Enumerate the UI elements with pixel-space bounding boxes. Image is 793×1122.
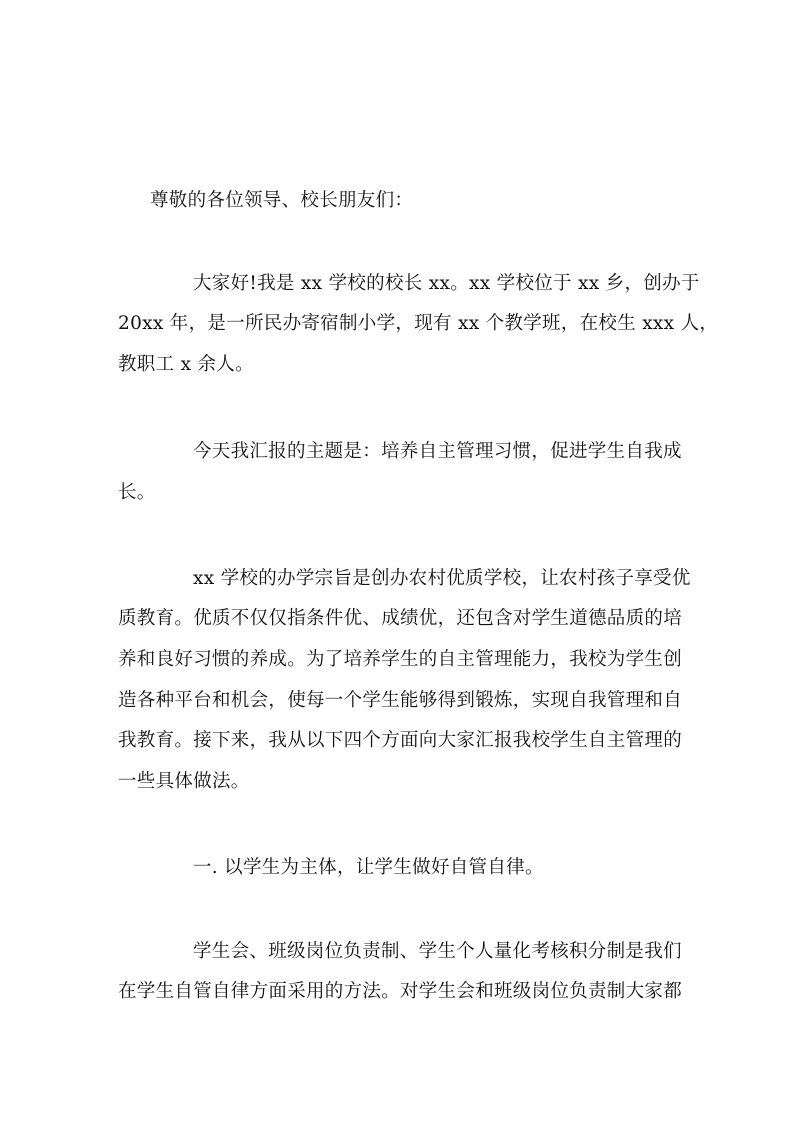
theme-line-2: 长。 (118, 482, 156, 503)
section-heading-1: 一. 以学生为主体，让学生做好自管自律。 (193, 857, 544, 878)
theme-line-1: 今天我汇报的主题是：培养自主管理习惯，促进学生自我成 (193, 441, 682, 462)
intro-line-1: 大家好!我是 xx 学校的校长 xx。xx 学校位于 xx 乡，创办于 (193, 273, 700, 294)
intro-line-2: 20xx 年，是一所民办寄宿制小学，现有 xx 个教学班，在校生 xxx 人， (118, 313, 719, 334)
intro-line-3: 教职工 x 余人。 (118, 354, 254, 375)
salutation: 尊敬的各位领导、校长朋友们： (150, 190, 414, 211)
purpose-line-5: 我教育。接下来，我从以下四个方面向大家汇报我校学生自主管理的 (118, 730, 683, 751)
purpose-line-1: xx 学校的办学宗旨是创办农村优质学校，让农村孩子享受优 (193, 568, 691, 589)
methods-line-2: 在学生自管自律方面采用的方法。对学生会和班级岗位负责制大家都 (118, 981, 683, 1002)
purpose-line-3: 养和良好习惯的养成。为了培养学生的自主管理能力，我校为学生创 (118, 649, 683, 670)
purpose-line-4: 造各种平台和机会，使每一个学生能够得到锻炼，实现自我管理和自 (118, 690, 683, 711)
purpose-line-6: 一些具体做法。 (118, 771, 250, 792)
methods-line-1: 学生会、班级岗位负责制、学生个人量化考核积分制是我们 (193, 941, 682, 962)
purpose-line-2: 质教育。优质不仅仅指条件优、成绩优，还包含对学生道德品质的培 (118, 608, 683, 629)
